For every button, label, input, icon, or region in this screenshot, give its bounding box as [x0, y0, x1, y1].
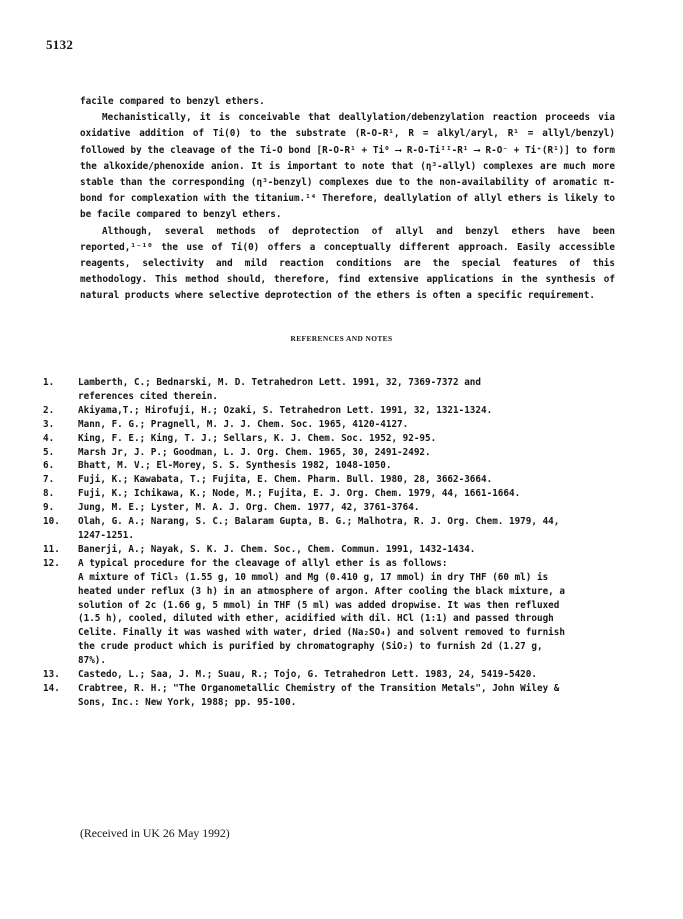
reference-item — [43, 543, 618, 557]
reference-text: A typical procedure for the cleavage of allyl ether is as follows: A mixture of TiCl₃ (1.55 g, 10 mmol) and Mg (0.410 g, 17 mmol) in dry THF (60 ml) is heated under reflux (3 h) in an atmosphere of argon. After cooling the black mixture, a solution of 2c (1.66 g, 5 mmol) in THF (5 ml) was added dropwise. It was then refluxed (1.5 h), cooled, diluted with ether, acidified with dil. HCl (1:1) and passed through Celite. Finally it was washed with water, dried (Na₂SO₄) and solvent removed to furnish the crude product which is purified by chromatography (SiO₂) to furnish 2d (1.27 g, 87%). — [78, 557, 565, 667]
reference-text: Jung, M. E.; Lyster, M. A. J. Org. Chem. 1977, 42, 3761-3764. — [78, 502, 420, 514]
reference-item — [43, 459, 618, 473]
reference-number: 9. — [43, 502, 55, 514]
reference-item — [43, 446, 618, 460]
reference-number: 10. — [43, 516, 60, 528]
reference-number: 7. — [43, 474, 55, 486]
page-number: 5132 — [46, 37, 74, 52]
reference-number: 6. — [43, 460, 55, 472]
reference-number: 14. — [43, 682, 60, 694]
reference-item — [43, 682, 618, 710]
reference-number: 5. — [43, 446, 55, 458]
reference-text: Mann, F. G.; Pragnell, M. J. J. Chem. Soc. 1965, 4120-4127. — [78, 418, 409, 430]
reference-text: Bhatt, M. V.; El-Morey, S. S. Synthesis 1982, 1048-1050. — [78, 460, 392, 472]
reference-item — [43, 376, 618, 404]
reference-text: King, F. E.; King, T. J.; Sellars, K. J. Chem. Soc. 1952, 92-95. — [78, 432, 437, 444]
body-paragraph: Although, several methods of deprotection of allyl and benzyl ethers have been reported,¹⁻¹⁰ the use of Ti(0) offers a conceptually different approach. Easily accessible reagents, selectivity and mild reaction conditions are the special features of this methodology. This method should, therefore, find extensive applications in the synthesis of natural products where selective deprotection of the ethers is often a specific requirement. — [80, 225, 615, 302]
body-text — [80, 94, 615, 305]
reference-number: 12. — [43, 557, 60, 569]
references-list — [43, 376, 618, 710]
reference-text: Olah, G. A.; Narang, S. C.; Balaram Gupta, B. G.; Malhotra, R. J. Org. Chem. 1979, 44, 1247-1251. — [78, 516, 560, 541]
reference-item — [43, 473, 618, 487]
reference-item — [43, 501, 618, 515]
body-paragraph: facile compared to benzyl ethers. — [80, 96, 265, 107]
reference-text: Fuji, K.; Ichikawa, K.; Node, M.; Fujita, E. J. Org. Chem. 1979, 44, 1661-1664. — [78, 488, 521, 500]
reference-item — [43, 418, 618, 432]
reference-text: Banerji, A.; Nayak, S. K. J. Chem. Soc., Chem. Commun. 1991, 1432-1434. — [78, 543, 476, 555]
reference-item — [43, 557, 618, 668]
reference-text: Akiyama,T.; Hirofuji, H.; Ozaki, S. Tetrahedron Lett. 1991, 32, 1321-1324. — [78, 404, 493, 416]
reference-number: 13. — [43, 669, 60, 681]
reference-item — [43, 404, 618, 418]
reference-number: 2. — [43, 404, 55, 416]
reference-text: Fuji, K.; Kawabata, T.; Fujita, E. Chem. Pharm. Bull. 1980, 28, 3662-3664. — [78, 474, 493, 486]
reference-number: 3. — [43, 418, 55, 430]
reference-text: Marsh Jr, J. P.; Goodman, L. J. Org. Chem. 1965, 30, 2491-2492. — [78, 446, 431, 458]
reference-number: 8. — [43, 488, 55, 500]
reference-item — [43, 668, 618, 682]
reference-number: 4. — [43, 432, 55, 444]
body-paragraph: Mechanistically, it is conceivable that deallylation/debenzylation reaction proceeds via oxidative addition of Ti(0) to the substrate (R-O-R¹, R = alkyl/aryl, R¹ = allyl/benzyl) followed by the cleavage of the Ti-O bond [R-O-R¹ + Ti⁰ ⟶ R-O-Tiᴵᴵ-R¹ ⟶ R-O⁻ + Ti⁺(R¹)] to form the alkoxide/phenoxide anion. It is important to note that (η³-allyl) complexes are much more stable than the corresponding (η³-benzyl) complexes due to the non-availability of aromatic π-bond for complexation with the titanium.¹⁴ Therefore, deallylation of allyl ethers is likely to be facile compared to benzyl ethers. — [80, 112, 615, 221]
reference-number: 1. — [43, 377, 55, 388]
received-date: (Received in UK 26 May 1992) — [80, 826, 230, 840]
reference-item — [43, 487, 618, 501]
references-heading: REFERENCES AND NOTES — [290, 334, 393, 343]
reference-text: Castedo, L.; Saa, J. M.; Suau, R.; Tojo, G. Tetrahedron Lett. 1983, 24, 5419-5420. — [78, 669, 537, 681]
reference-item — [43, 432, 618, 446]
reference-item — [43, 515, 618, 543]
reference-text: Lamberth, C.; Bednarski, M. D. Tetrahedron Lett. 1991, 32, 7369-7372 and references cited therein. — [78, 377, 481, 402]
reference-number: 11. — [43, 543, 60, 555]
reference-text: Crabtree, R. H.; "The Organometallic Chemistry of the Transition Metals", John Wiley & Sons, Inc.: New York, 1988; pp. 95-100. — [78, 682, 560, 708]
